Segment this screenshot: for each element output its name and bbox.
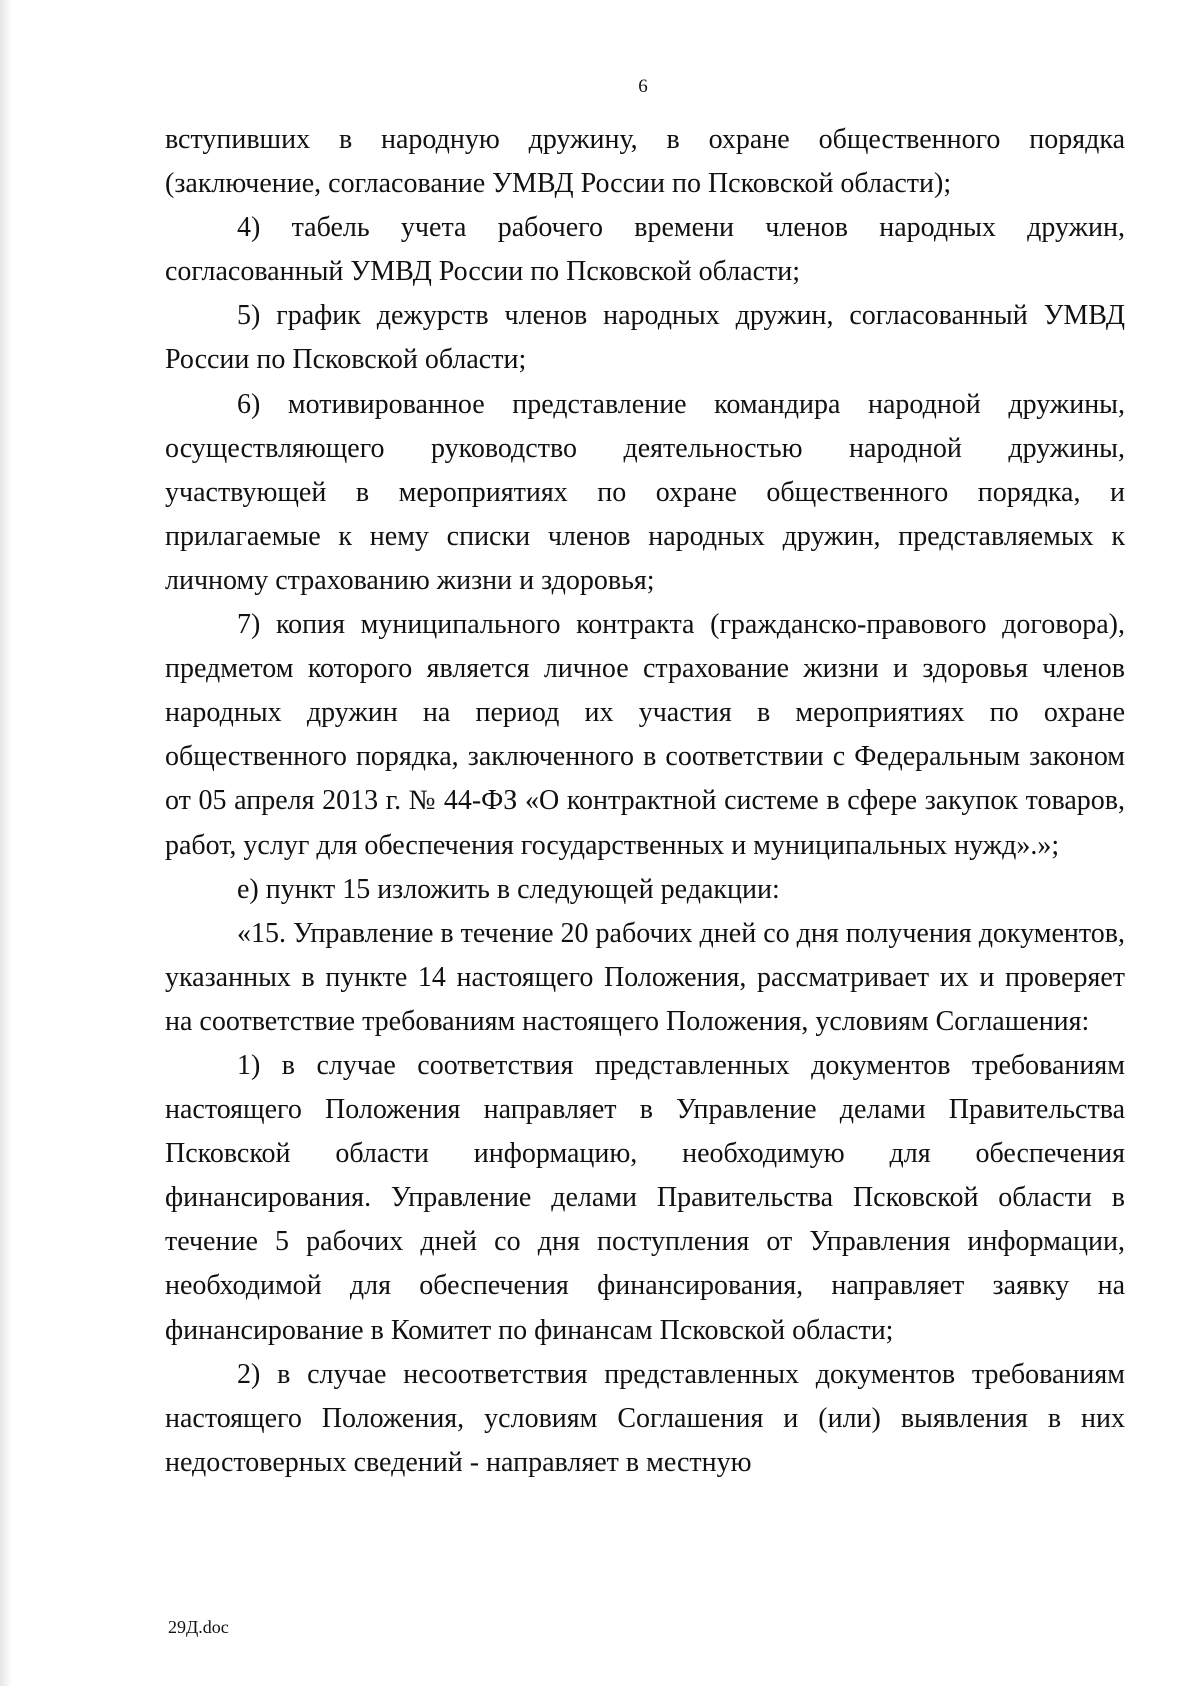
paragraph-item-6: 6) мотивированное представление командира народной дружины, осуществляющего руководство деятельностью народной дружины, участвующей в мероприятиях по охране общественного порядка, и прилагаемые к нему списки членов народных дружин, представляемых к личному страхованию жизни и здоровья; xyxy=(165,388,1125,596)
document-body xyxy=(165,118,1125,1485)
page-number: 6 xyxy=(638,76,648,97)
scan-edge xyxy=(0,0,12,1686)
paragraph-clause-15-item-1: 1) в случае соответствия представленных документов требованиям настоящего Положения направляет в Управление делами Правительства Псковской области информацию, необходимую для обеспечения финансирования. Управление делами Правительства Псковской области в течение 5 рабочих дней со дня поступления от Управления информации, необходимой для обеспечения финансирования, направляет заявку на финансирование в Комитет по финансам Псковской области; xyxy=(165,1049,1125,1346)
paragraph-clause-15-item-2: 2) в случае несоответствия представленных документов требованиям настоящего Положения, условиям Соглашения и (или) выявления в них недостоверных сведений - направляет в местную xyxy=(165,1358,1125,1478)
paragraph-clause-15: «15. Управление в течение 20 рабочих дней со дня получения документов, указанных в пункте 14 настоящего Положения, рассматривает их и проверяет на соответствие требованиям настоящего Положения, условиям Соглашения: xyxy=(165,917,1125,1037)
paragraph-item-7: 7) копия муниципального контракта (гражданско-правового договора), предметом которого является личное страхование жизни и здоровья членов народных дружин на период их участия в мероприятиях по охране общественного порядка, заключенного в соответствии с Федеральным законом от 05 апреля 2013 г. № 44-ФЗ «О контрактной системе в сфере закупок товаров, работ, услуг для обеспечения государственных и муниципальных нужд».»; xyxy=(165,609,1125,861)
paragraph-item-5: 5) график дежурств членов народных дружин, согласованный УМВД России по Псковской области; xyxy=(165,300,1125,376)
file-name-footer: 29Д.doc xyxy=(168,1617,229,1637)
paragraph-subitem-e: е) пункт 15 изложить в следующей редакции: xyxy=(237,873,780,905)
paragraph-continuation: вступивших в народную дружину, в охране общественного порядка (заключение, согласование УМВД России по Псковской области); xyxy=(165,124,1125,200)
paragraph-item-4: 4) табель учета рабочего времени членов народных дружин, согласованный УМВД России по Псковской области; xyxy=(165,212,1125,288)
